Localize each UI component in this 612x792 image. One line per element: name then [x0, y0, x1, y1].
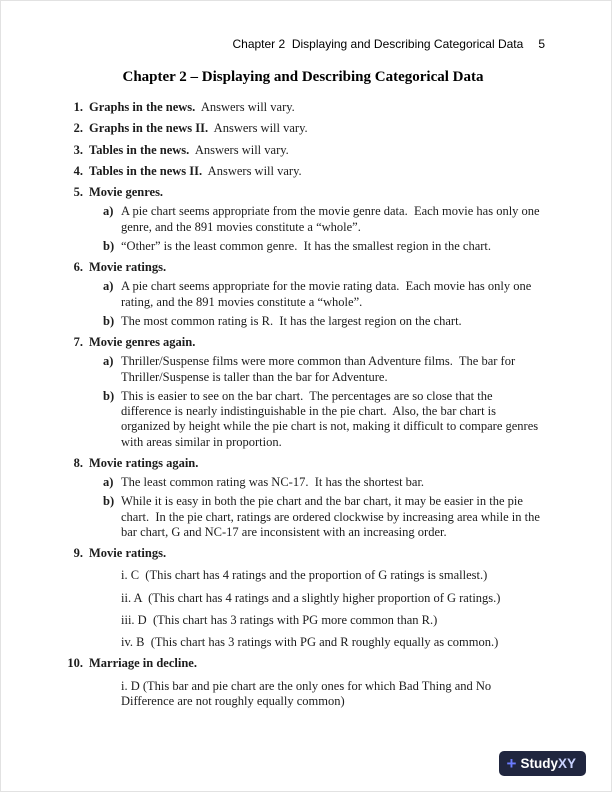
part-text: This is easier to see on the bar chart. The percentages are so close that the difference is nearly indistinguishable in the pie chart. Also, the bar chart is organized by height while the pie chart is not, making it difficult to compare genres with areas similar in proportion. [121, 388, 542, 449]
page-content [1, 1, 611, 709]
plus-icon: + [506, 754, 517, 773]
problem-title: Tables in the news II. [89, 163, 203, 178]
problem-body [89, 185, 545, 254]
part-label: b) [103, 494, 115, 509]
problem-number: 3. [73, 142, 83, 157]
part-label: a) [103, 204, 114, 219]
problem-part-a [89, 354, 545, 385]
problem-answer: Answers will vary. [189, 142, 289, 157]
problem-8 [61, 456, 545, 540]
problem-7 [61, 335, 545, 450]
part-text: The least common rating was NC-17. It has the shortest bar. [121, 475, 425, 489]
part-label: b) [103, 238, 115, 253]
part-label: b) [103, 388, 115, 403]
problem-title: Graphs in the news II. [89, 121, 209, 136]
subanswer-iii: iii. D (This chart has 3 ratings with PG more common than R.) [121, 612, 438, 627]
brand-name-secondary: XY [557, 756, 576, 771]
page-number: 5 [538, 37, 545, 51]
problem-title: Graphs in the news. [89, 100, 196, 114]
problem-1 [61, 100, 545, 115]
problem-3 [61, 143, 545, 158]
part-label: a) [103, 354, 114, 369]
problem-2 [61, 121, 545, 136]
problem-title: Movie genres again. [89, 335, 196, 349]
subanswer-iv: iv. B (This chart has 3 ratings with PG and R roughly equally as common.) [121, 635, 499, 649]
problem-title: Movie ratings again. [89, 455, 199, 470]
problem-4 [61, 164, 545, 179]
problem-body [89, 100, 545, 115]
problem-answer: Answers will vary. [208, 121, 308, 136]
problem-body [89, 456, 545, 540]
problem-number: 10. [67, 656, 83, 671]
part-text: Thriller/Suspense films were more common than Adventure films. The bar for Thriller/Suspense is taller than the bar for Adventure. [121, 354, 519, 384]
problem-title: Marriage in decline. [89, 656, 197, 671]
problem-part-b [89, 314, 545, 329]
problem-number: 8. [73, 455, 83, 470]
problem-10 [61, 656, 545, 709]
subanswer-ii: ii. A (This chart has 4 ratings and a slightly higher proportion of G ratings.) [121, 590, 501, 605]
problem-part-a [89, 279, 545, 310]
part-text: “Other” is the least common genre. It has the smallest region in the chart. [121, 238, 492, 253]
problem-number: 1. [73, 100, 83, 114]
part-label: a) [103, 475, 114, 489]
problem-title: Movie ratings. [89, 546, 167, 560]
problem-6 [61, 260, 545, 329]
subanswer-i: i. C (This chart has 4 ratings and the proportion of G ratings is smallest.) [121, 568, 488, 583]
problem-title: Movie genres. [89, 185, 164, 199]
part-text: While it is easy in both the pie chart and the bar chart, it may be easier in the pie chart. In the pie chart, ratings are ordered clockwise by increasing area while in the bar chart, G and NC-17 are inconsistent with an increasing order. [121, 494, 544, 539]
problem-body [89, 121, 545, 136]
problem-part-a [89, 204, 545, 235]
running-header-title: Chapter 2 Displaying and Describing Categorical Data [232, 37, 524, 51]
problem-part-a [89, 475, 545, 490]
problem-title: Movie ratings. [89, 260, 167, 274]
problem-body [89, 335, 545, 450]
part-label: b) [103, 313, 115, 328]
subanswer-i: i. D (This bar and pie chart are the only ones for which Bad Thing and No Difference are not roughly equally common) [121, 678, 495, 708]
brand-name-primary: Study [520, 756, 558, 771]
problem-number: 6. [73, 260, 83, 274]
problem-body [89, 546, 545, 650]
part-text: A pie chart seems appropriate from the movie genre data. Each movie has only one genre, and the 891 movies constitute a “whole”. [121, 204, 543, 234]
problem-number: 4. [73, 163, 83, 178]
problem-part-b [89, 389, 545, 450]
problem-number: 7. [73, 335, 83, 349]
problem-part-b [89, 494, 545, 540]
problem-number: 5. [73, 185, 83, 199]
studyxy-watermark [499, 751, 586, 776]
problem-number: 2. [73, 121, 83, 136]
problem-number: 9. [73, 546, 83, 560]
problem-answer: Answers will vary. [202, 163, 302, 178]
part-label: a) [103, 279, 114, 294]
problem-body [89, 143, 545, 158]
problem-answer: Answers will vary. [195, 100, 295, 114]
problem-5 [61, 185, 545, 254]
problem-body [89, 656, 545, 709]
part-text: The most common rating is R. It has the largest region on the chart. [121, 313, 462, 328]
problem-body [89, 260, 545, 329]
problem-body [89, 164, 545, 179]
problem-title: Tables in the news. [89, 142, 190, 157]
running-header [61, 37, 545, 52]
problem-part-b [89, 239, 545, 254]
page-title: Chapter 2 – Displaying and Describing Categorical Data [122, 69, 484, 85]
part-text: A pie chart seems appropriate for the movie rating data. Each movie has only one rating, and the 891 movies constitute a “whole”. [121, 279, 535, 309]
problem-9 [61, 546, 545, 650]
